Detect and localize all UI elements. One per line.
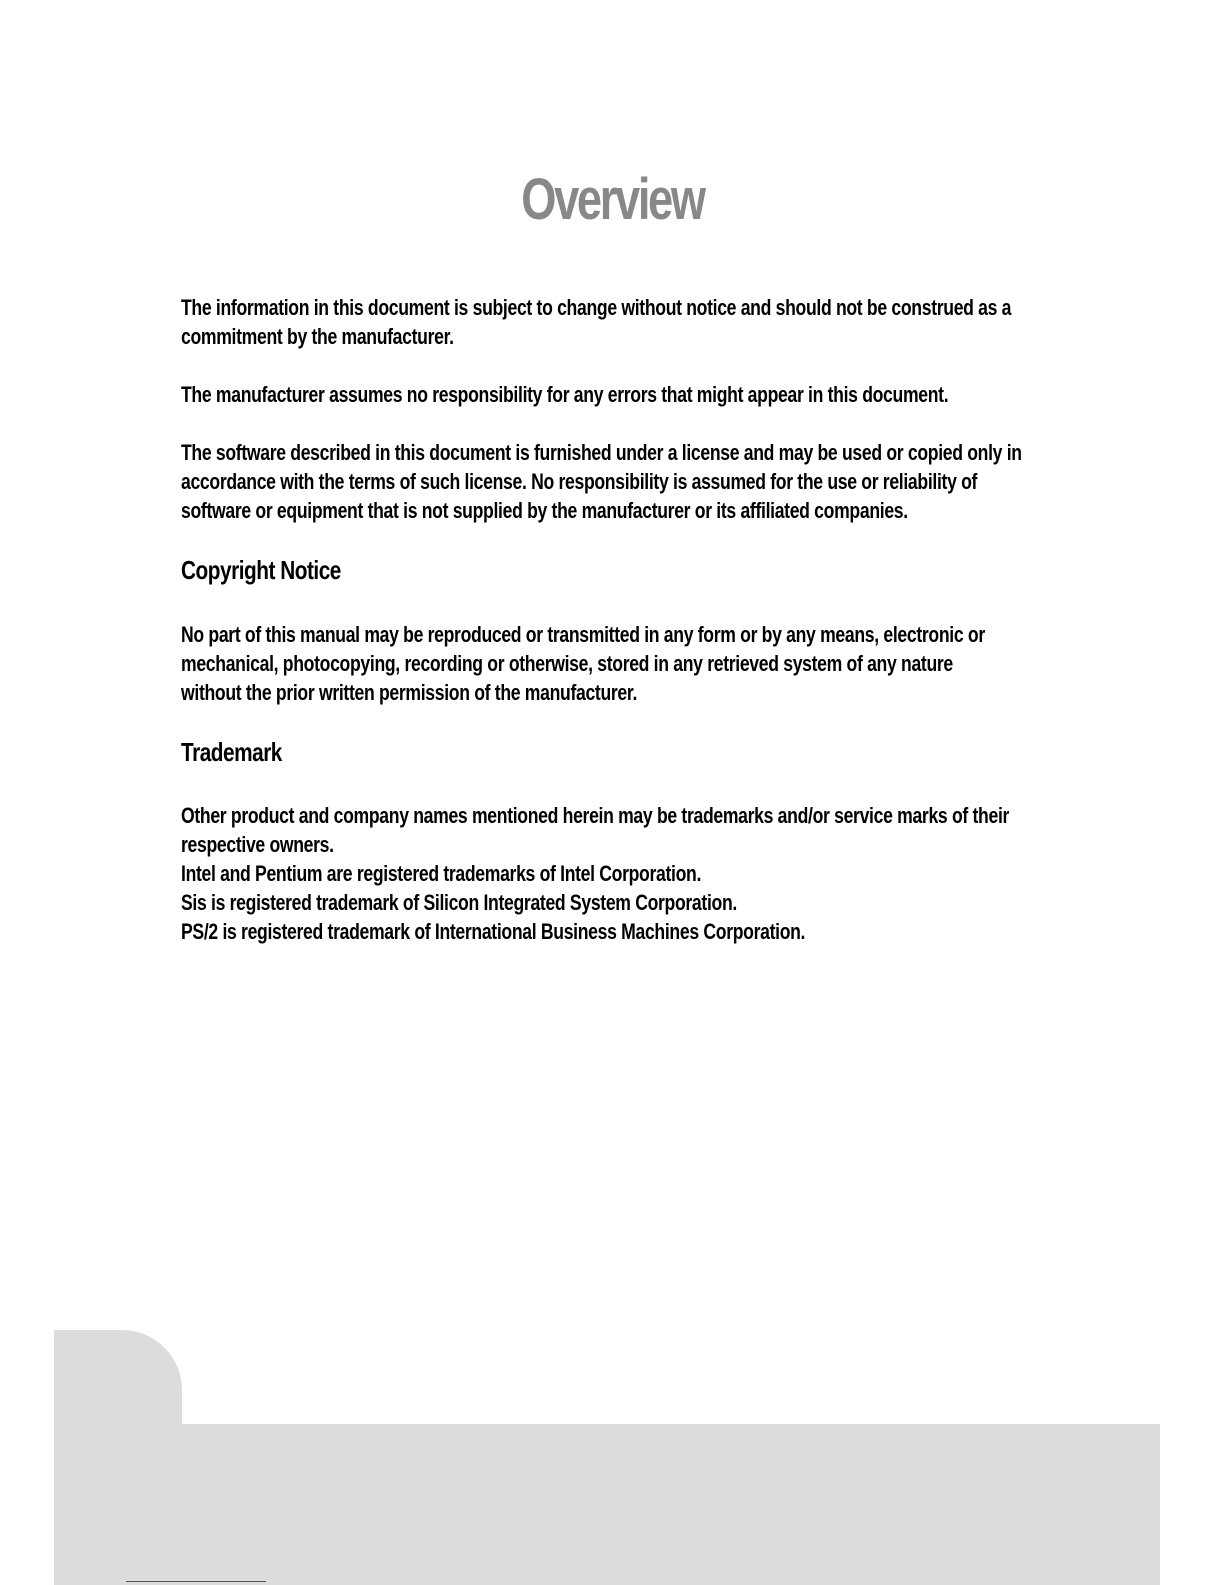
copyright-heading: Copyright Notice (181, 555, 341, 585)
text-line: Intel and Pentium are registered trademarks of Intel Corporation. (181, 861, 702, 886)
text-line: The manufacturer assumes no responsibility for any errors that might appear in this document. (181, 382, 949, 407)
text-line: software or equipment that is not supplied by the manufacturer or its affiliated companies. (181, 498, 908, 523)
text-line: without the prior written permission of the manufacturer. (181, 680, 638, 705)
text-line: accordance with the terms of such license. No responsibility is assumed for the use or reliability of (181, 469, 978, 494)
intro-paragraph-1 (181, 293, 1011, 351)
text-line: The software described in this document is furnished under a license and may be used or copied only in (181, 440, 1022, 465)
footer-band (54, 1424, 1160, 1585)
page-title: Overview (521, 167, 704, 232)
text-line: PS/2 is registered trademark of International Business Machines Corporation. (181, 919, 806, 944)
text-line: The information in this document is subject to change without notice and should not be construed as a (181, 295, 1012, 320)
footer-underline (126, 1581, 266, 1582)
text-line: mechanical, photocopying, recording or otherwise, stored in any retrieved system of any nature (181, 651, 953, 676)
text-line: respective owners. (181, 832, 334, 857)
text-line: commitment by the manufacturer. (181, 324, 454, 349)
trademark-heading: Trademark (181, 737, 282, 767)
intro-paragraph-3 (181, 438, 1022, 525)
text-line: Other product and company names mentioned herein may be trademarks and/or service marks of their (181, 803, 1010, 828)
intro-paragraph-2 (181, 380, 948, 409)
text-line: No part of this manual may be reproduced or transmitted in any form or by any means, electronic or (181, 622, 985, 647)
trademark-paragraph (181, 801, 1009, 946)
copyright-paragraph (181, 620, 985, 707)
text-line: Sis is registered trademark of Silicon Integrated System Corporation. (181, 890, 737, 915)
